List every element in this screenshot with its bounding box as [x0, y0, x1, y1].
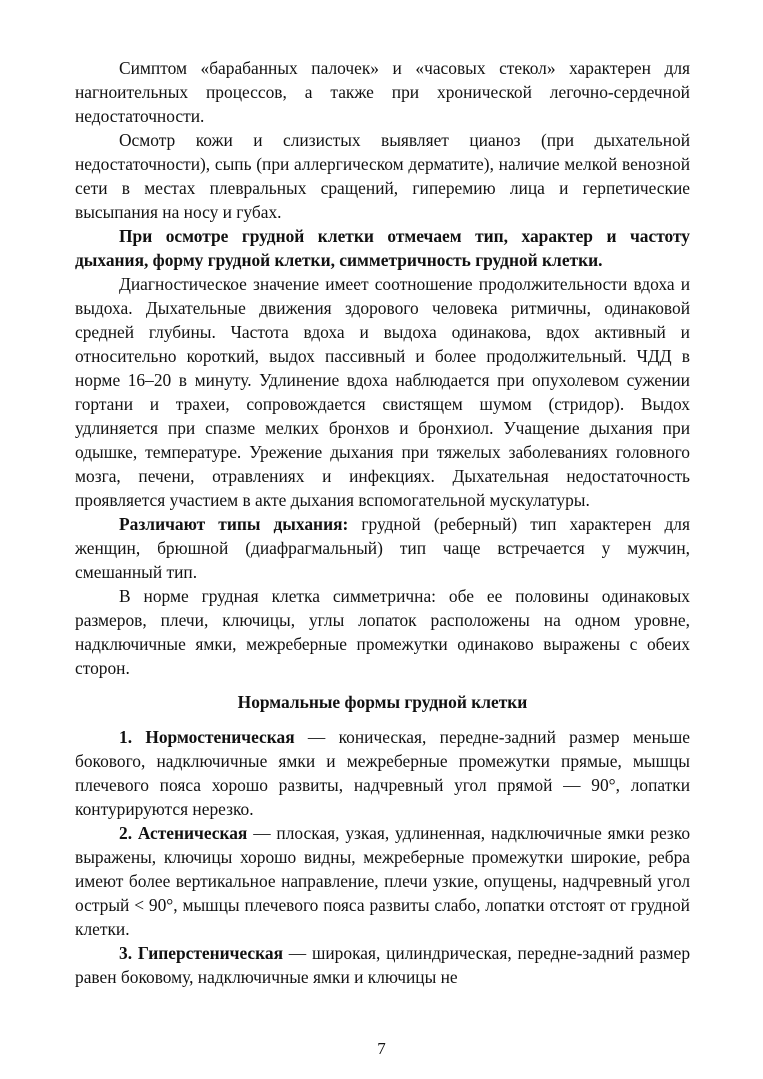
bold-lead: Различают типы дыхания:	[119, 514, 349, 534]
paragraph-text: Симптом «барабанных палочек» и «часовых стекол» характерен для нагноительных процессов, а также при хронической легочно-сердечной недостаточности.	[75, 58, 690, 126]
paragraph-breathing-diagnostics	[75, 272, 690, 512]
paragraph-clubbing	[75, 56, 690, 128]
section-heading: Нормальные формы грудной клетки	[237, 692, 528, 712]
bold-lead: 1. Нормостеническая	[119, 727, 295, 747]
paragraph-text: Диагностическое значение имеет соотношение продолжительности вдоха и выдоха. Дыхательные движения здорового человека ритмичны, одинаковой средней глубины. Частота вдоха и выдоха одинакова, вдох активный и относительно короткий, выдох пассивный и более продолжительный. ЧДД в норме 16–20 в минуту. Удлинение вдоха наблюдается при опухолевом сужении гортани и трахеи, сопровождается свистящем шумом (стридор). Выдох удлиняется при спазме мелких бронхов и бронхиол. Учащение дыхания при одышке, температуре. Урежение дыхания при тяжелых заболеваниях головного мозга, печени, отравлениях и инфекциях. Дыхательная недостаточность проявляется участием в акте дыхания вспомогательной мускулатуры.	[75, 274, 690, 510]
paragraph-hypersthenic	[75, 941, 690, 989]
paragraph-skin-exam	[75, 128, 690, 224]
paragraph-breathing-types	[75, 512, 690, 584]
bold-lead: 2. Астеническая	[119, 823, 248, 843]
bold-lead: При осмотре грудной клетки отмечаем тип, характер и частоту дыхания, форму грудной клетки, симметричность грудной клетки.	[75, 226, 690, 270]
paragraph-text: — коническая, передне-задний размер меньше бокового, надключичные ямки и межреберные промежутки прямые, мышцы плечевого пояса хорошо развиты, надчревный угол прямой — 90°, лопатки контурируются нерезко.	[75, 727, 690, 819]
paragraph-text: В норме грудная клетка симметрична: обе ее половины одинаковых размеров, плечи, ключицы, углы лопаток расположены на одном уровне, надключичные ямки, межреберные промежутки одинаково выражены с обеих сторон.	[75, 586, 690, 678]
text-block	[75, 56, 690, 989]
paragraph-asthenic	[75, 821, 690, 941]
paragraph-text: грудной (реберный) тип характерен для женщин, брюшной (диафрагмальный) тип чаще встречается у мужчин, смешанный тип.	[75, 514, 690, 582]
paragraph-text: — плоская, узкая, удлиненная, надключичные ямки резко выражены, ключицы хорошо видны, межреберные промежутки широкие, ребра имеют более вертикальное направление, плечи узкие, опущены, надчревный угол острый < 90°, мышцы плечевого пояса развиты слабо, лопатки отстоят от грудной клетки.	[75, 823, 691, 939]
paragraph-text: Осмотр кожи и слизистых выявляет цианоз (при дыхательной недостаточности), сыпь (при аллергическом дерматите), наличие мелкой венозной сети в местах плевральных сращений, гиперемию лица и герпетические высыпания на носу и губах.	[75, 130, 690, 222]
paragraph-chest-symmetry	[75, 584, 690, 680]
paragraph-chest-exam-intro	[75, 224, 690, 272]
bold-lead: 3. Гиперстеническая	[119, 943, 284, 963]
page-number: 7	[377, 1039, 386, 1058]
paragraph-normosthenic	[75, 725, 690, 821]
paragraph-text: — широкая, цилиндрическая, передне-задний размер равен боковому, надключичные ямки и ключицы не	[75, 943, 691, 987]
